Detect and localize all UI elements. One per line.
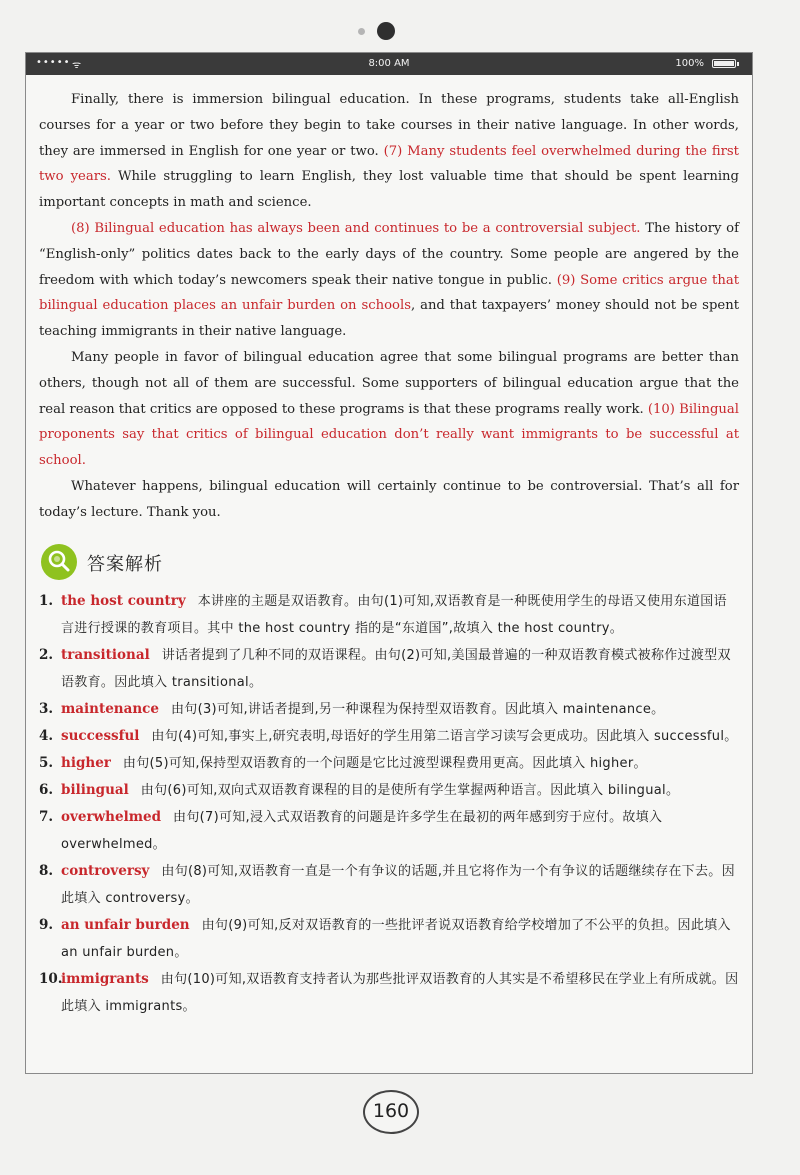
answer-number: 4. (39, 727, 54, 744)
answer-number: 10. (39, 970, 63, 987)
page-dot-active (377, 22, 395, 40)
answer-explanation: 由句(8)可知,双语教育一直是一个有争议的话题,并且它将作为一个有争议的话题继续存在下去。因此填入 controversy。 (61, 863, 735, 906)
answer-key: successful (61, 727, 140, 744)
answer-list (39, 588, 739, 1020)
answer-explanation: 由句(9)可知,反对双语教育的一些批评者说双语教育给学校增加了不公平的负担。因此填入 an unfair burden。 (61, 917, 731, 960)
page-dot-inactive (358, 28, 365, 35)
answer-number: 9. (39, 916, 54, 933)
answer-explanation: 由句(5)可知,保持型双语教育的一个问题是它比过渡型课程费用更高。因此填入 higher。 (122, 755, 647, 771)
answer-explanation: 由句(6)可知,双向式双语教育课程的目的是使所有学生掌握两种语言。因此填入 bilingual。 (140, 782, 680, 798)
page-number-badge (363, 1090, 419, 1134)
answer-key: an unfair burden (61, 916, 190, 933)
answer-explanation: 本讲座的主题是双语教育。由句(1)可知,双语教育是一种既使用学生的母语又使用东道国语言进行授课的教育项目。其中 the host country 指的是“东道国”,故填入 the host country。 (61, 593, 727, 636)
page-number: 160 (372, 1100, 410, 1122)
answer-explanation: 由句(3)可知,讲话者提到,另一种课程为保持型双语教育。因此填入 maintenance。 (171, 701, 665, 717)
answer-item (39, 588, 739, 642)
answer-item (39, 912, 739, 966)
answer-section-header (39, 544, 739, 584)
answer-key: immigrants (61, 970, 149, 987)
answer-item (39, 777, 739, 804)
answer-key: overwhelmed (61, 808, 162, 825)
answer-item (39, 966, 739, 1020)
answer-key: maintenance (61, 700, 159, 717)
lecture-paragraph-3 (39, 345, 739, 474)
highlight-sentence-10: (10) Bilingual proponents say that critics of bilingual education don’t really want immigrants to be successful at school. (39, 401, 739, 469)
answer-key: bilingual (61, 781, 129, 798)
text: The history of “English-only” politics dates back to the early days of the country. Some people are angered by the freedom with which today’s newcomers speak their native tongue in public. (39, 220, 739, 288)
answer-key: the host country (61, 592, 186, 609)
status-time: 8:00 AM (368, 58, 410, 69)
answer-item (39, 750, 739, 777)
answer-explanation: 由句(4)可知,事实上,研究表明,母语好的学生用第二语言学习读写会更成功。因此填入 successful。 (151, 728, 738, 744)
status-bar (26, 53, 752, 75)
answer-number: 5. (39, 754, 54, 771)
answer-number: 2. (39, 646, 54, 663)
answer-number: 3. (39, 700, 54, 717)
answer-number: 8. (39, 862, 54, 879)
answer-key: controversy (61, 862, 150, 879)
text: Finally, there is immersion bilingual education. In these programs, students take all-English courses for a year or two before they begin to take courses in their native language. In other words, they are immersed in English for one year or two. (39, 92, 739, 159)
page-indicator-dots (355, 20, 415, 44)
answer-explanation: 由句(10)可知,双语教育支持者认为那些批评双语教育的人其实是不希望移民在学业上有所成就。因此填入 immigrants。 (61, 971, 739, 1014)
tablet-screen (25, 52, 753, 1074)
wifi-icon: ᯤ (72, 60, 82, 71)
answer-item (39, 804, 739, 858)
highlight-sentence-8: (8) Bilingual education has always been and continues to be a controversial subject. (71, 220, 641, 236)
answer-item (39, 723, 739, 750)
page-content (39, 87, 739, 1020)
answer-item (39, 696, 739, 723)
answer-item (39, 858, 739, 912)
text: While struggling to learn English, they lost valuable time that should be spent learning important concepts in math and science. (39, 169, 739, 211)
answer-key: higher (61, 754, 111, 771)
answer-item (39, 642, 739, 696)
battery-icon (712, 59, 736, 68)
battery-percent: 100% (675, 58, 704, 69)
lecture-paragraph-2 (39, 216, 739, 345)
answer-explanation: 讲话者提到了几种不同的双语课程。由句(2)可知,美国最普遍的一种双语教育模式被称作过渡型双语教育。因此填入 transitional。 (61, 647, 731, 690)
answer-key: transitional (61, 646, 150, 663)
text: , and that taxpayers’ money should not be spent teaching immigrants in their native language. (39, 298, 739, 340)
section-title: 答案解析 (87, 553, 163, 575)
answer-explanation: 由句(7)可知,浸入式双语教育的问题是许多学生在最初的两年感到穷于应付。故填入 overwhelmed。 (61, 809, 663, 852)
lecture-paragraph-4: Whatever happens, bilingual education will certainly continue to be controversial. That’s all for today’s lecture. Thank you. (39, 478, 739, 520)
highlight-sentence-9: (9) Some critics argue that bilingual education places an unfair burden on schools (39, 272, 740, 314)
answer-number: 6. (39, 781, 54, 798)
answer-number: 1. (39, 592, 54, 609)
answer-number: 7. (39, 808, 54, 825)
magnifier-icon (41, 544, 77, 580)
lecture-paragraph-1 (39, 87, 739, 216)
highlight-sentence-7: (7) Many students feel overwhelmed during the first two years. (39, 143, 739, 185)
text: Many people in favor of bilingual education agree that some bilingual programs are better than others, though not all of them are successful. Some supporters of bilingual education argue that the real reason that critics are opposed to these programs is that these programs really work. (39, 349, 739, 417)
signal-icon: ••••• (36, 57, 71, 68)
